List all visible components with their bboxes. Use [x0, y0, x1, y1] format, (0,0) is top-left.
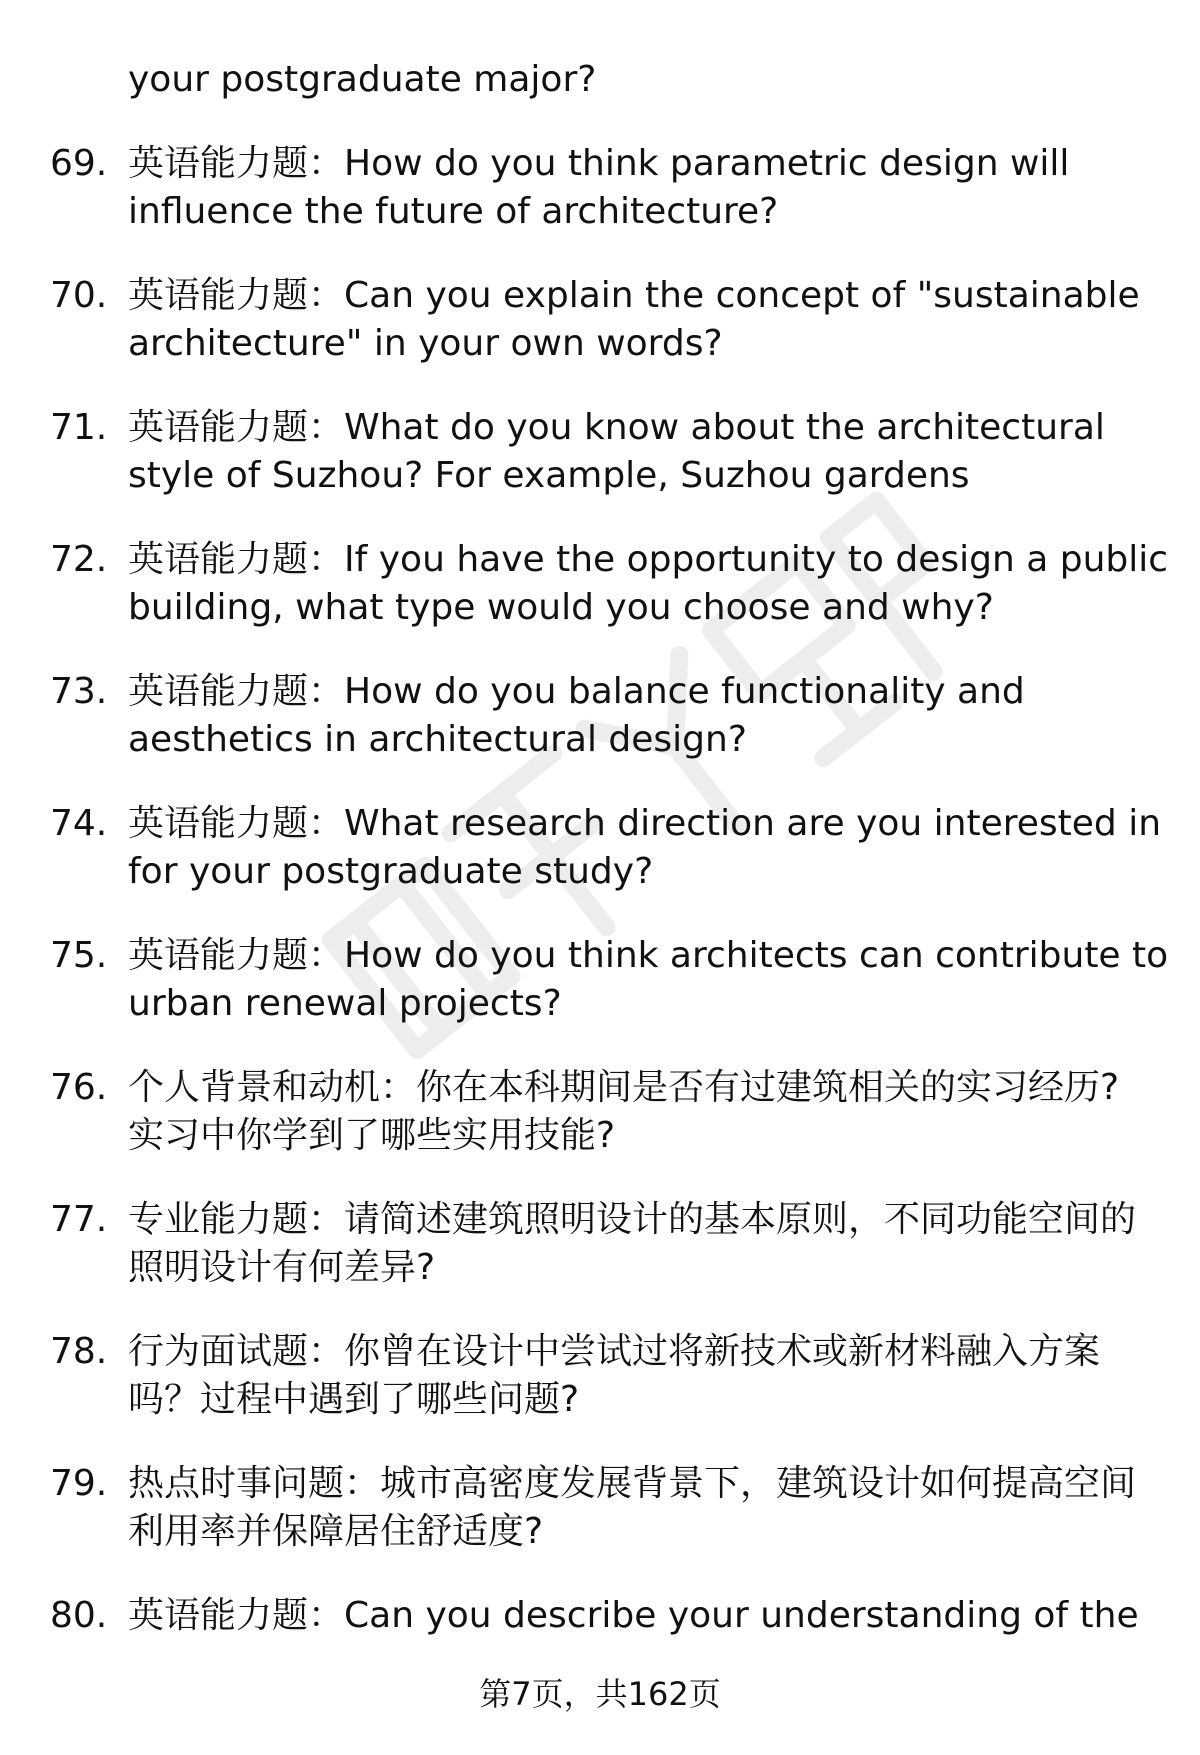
- question-line: 热点时事问题：城市高密度发展背景下，建筑设计如何提高空间: [128, 1463, 1137, 1504]
- question-text: [128, 800, 1162, 896]
- question-line: 行为面试题：你曾在设计中尝试过将新技术或新材料融入方案: [128, 1331, 1101, 1372]
- question-item: [0, 536, 1200, 668]
- question-number: 69.: [50, 143, 108, 184]
- question-line: urban renewal projects?: [128, 983, 562, 1024]
- question-number: 79.: [50, 1463, 108, 1504]
- question-line: 英语能力题：How do you think architects can contribute to: [128, 935, 1169, 976]
- question-line: 专业能力题：请简述建筑照明设计的基本原则，不同功能空间的: [128, 1199, 1137, 1240]
- question-text: [128, 536, 1169, 632]
- question-number: 74.: [50, 803, 108, 844]
- question-item: [0, 1328, 1200, 1460]
- question-line: 吗？过程中遇到了哪些问题?: [128, 1379, 580, 1420]
- question-text: [128, 1064, 1148, 1160]
- question-item: [0, 932, 1200, 1064]
- question-item: [0, 272, 1200, 404]
- question-text: [128, 1196, 1148, 1292]
- question-line: 英语能力题：How do you balance functionality and: [128, 671, 1025, 712]
- question-item: [0, 668, 1200, 800]
- question-line: influence the future of architecture?: [128, 191, 779, 232]
- question-text: [128, 1592, 1148, 1640]
- question-number: 73.: [50, 671, 108, 712]
- question-line: architecture" in your own words?: [128, 323, 723, 364]
- question-number: 77.: [50, 1199, 108, 1240]
- question-line: 英语能力题：Can you describe your understanding of the: [128, 1595, 1139, 1636]
- question-text: [128, 668, 1148, 764]
- question-line: 照明设计有何差异?: [128, 1247, 436, 1288]
- question-number: 70.: [50, 275, 108, 316]
- question-line: 英语能力题：Can you explain the concept of "sustainable: [128, 275, 1140, 316]
- question-line: 英语能力题：What do you know about the architectural: [128, 407, 1105, 448]
- question-number: 80.: [50, 1595, 108, 1636]
- question-number: 72.: [50, 539, 108, 580]
- question-line: 实习中你学到了哪些实用技能?: [128, 1115, 616, 1156]
- question-line: 个人背景和动机：你在本科期间是否有过建筑相关的实习经历?: [128, 1067, 1120, 1108]
- question-text: [128, 404, 1148, 500]
- question-text: [128, 1328, 1148, 1424]
- question-list: [0, 140, 1200, 1724]
- continued-question-text: your postgraduate major?: [128, 59, 597, 100]
- question-number: 78.: [50, 1331, 108, 1372]
- question-line: 英语能力题：If you have the opportunity to design a public: [128, 539, 1169, 580]
- question-number: 75.: [50, 935, 108, 976]
- question-line: building, what type would you choose and why?: [128, 587, 994, 628]
- page-number-footer: 第7页，共162页: [479, 1675, 721, 1713]
- question-item: [0, 800, 1200, 932]
- question-number: 71.: [50, 407, 108, 448]
- question-line: style of Suzhou? For example, Suzhou gardens: [128, 455, 970, 496]
- question-text: [128, 1460, 1148, 1556]
- question-item: [0, 1460, 1200, 1592]
- question-line: 英语能力题：How do you think parametric design will: [128, 143, 1070, 184]
- question-line: 英语能力题：What research direction are you interested in: [128, 803, 1162, 844]
- question-line: aesthetics in architectural design?: [128, 719, 747, 760]
- question-item: [0, 140, 1200, 272]
- question-number: 76.: [50, 1067, 108, 1108]
- question-line: 利用率并保障居住舒适度?: [128, 1511, 544, 1552]
- question-item: [0, 1064, 1200, 1196]
- question-item: [0, 1196, 1200, 1328]
- question-text: [128, 140, 1148, 236]
- question-item: [0, 404, 1200, 536]
- question-text: [128, 932, 1169, 1028]
- question-text: [128, 272, 1148, 368]
- question-line: for your postgraduate study?: [128, 851, 654, 892]
